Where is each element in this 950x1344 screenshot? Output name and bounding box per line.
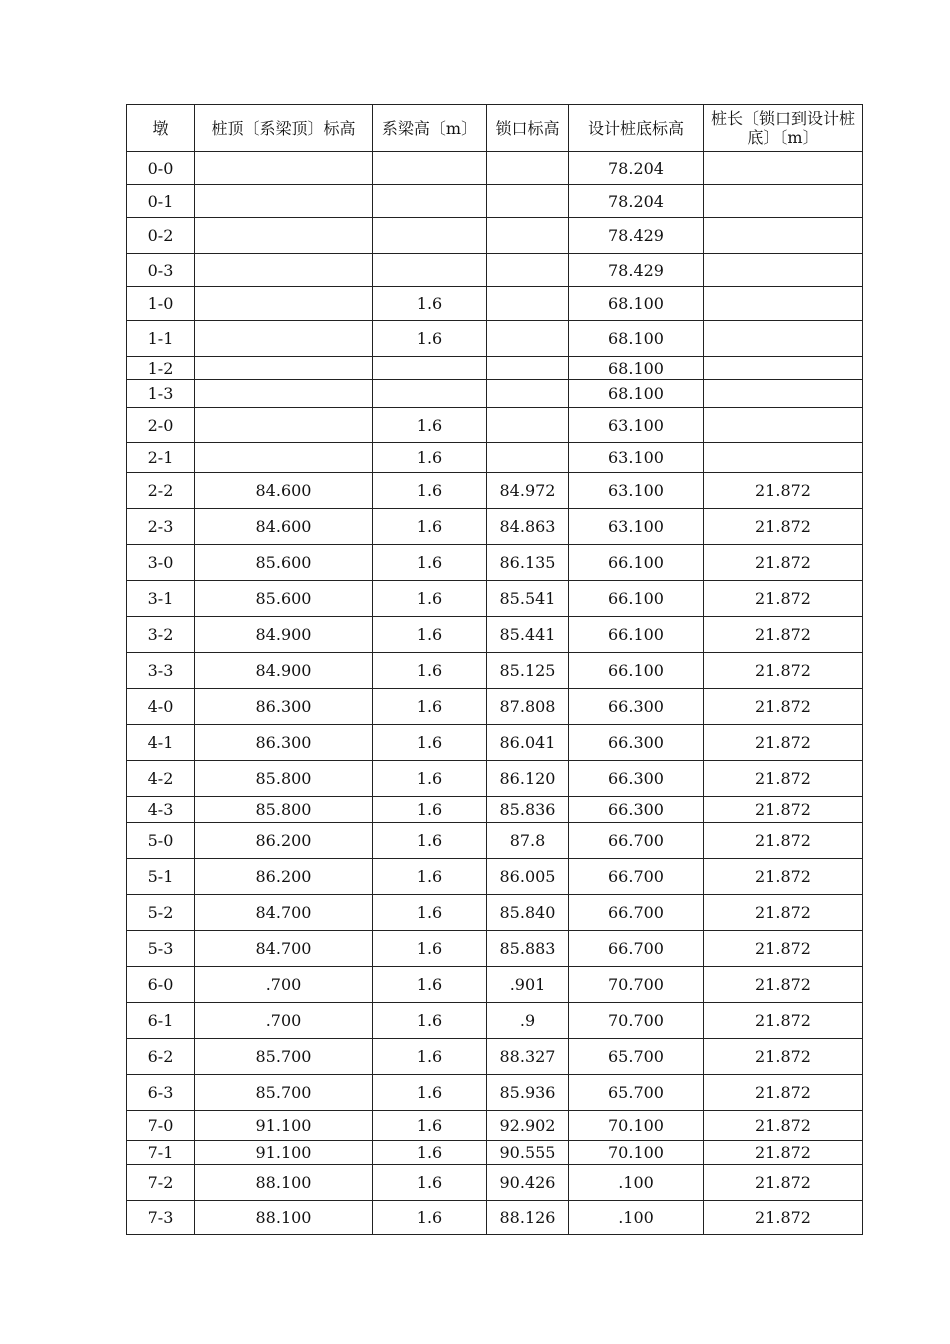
pier-cell: 1-1 — [127, 321, 195, 357]
pile-length-cell: 21.872 — [704, 931, 863, 967]
table-row — [127, 473, 863, 509]
header-tie-beam-height: 系梁高〔m〕 — [373, 105, 487, 152]
lock-elevation-cell — [487, 321, 569, 357]
pile-length-cell: 21.872 — [704, 761, 863, 797]
design-bottom-cell: 66.100 — [569, 581, 704, 617]
table-row — [127, 152, 863, 185]
pile-length-cell: 21.872 — [704, 581, 863, 617]
tie-beam-height-cell: 1.6 — [373, 1165, 487, 1201]
pile-top-cell — [195, 185, 373, 218]
pier-cell: 0-2 — [127, 218, 195, 254]
tie-beam-height-cell: 1.6 — [373, 653, 487, 689]
pile-top-cell: 84.700 — [195, 895, 373, 931]
design-bottom-cell: 68.100 — [569, 357, 704, 380]
header-pier: 墩 — [127, 105, 195, 152]
pile-length-cell: 21.872 — [704, 967, 863, 1003]
tie-beam-height-cell: 1.6 — [373, 823, 487, 859]
lock-elevation-cell: .9 — [487, 1003, 569, 1039]
header-design-bottom-elevation: 设计桩底标高 — [569, 105, 704, 152]
pier-cell: 6-2 — [127, 1039, 195, 1075]
pile-top-cell: 84.700 — [195, 931, 373, 967]
pier-cell: 4-3 — [127, 797, 195, 823]
design-bottom-cell: .100 — [569, 1165, 704, 1201]
design-bottom-cell: 68.100 — [569, 380, 704, 408]
pier-cell: 1-2 — [127, 357, 195, 380]
pier-cell: 3-1 — [127, 581, 195, 617]
design-bottom-cell: 66.100 — [569, 617, 704, 653]
pile-top-cell: 85.700 — [195, 1039, 373, 1075]
pile-top-cell: 85.800 — [195, 761, 373, 797]
design-bottom-cell: 66.300 — [569, 689, 704, 725]
design-bottom-cell: 68.100 — [569, 287, 704, 321]
pile-top-cell: 84.600 — [195, 509, 373, 545]
pier-cell: 2-1 — [127, 443, 195, 473]
pile-top-cell: 86.300 — [195, 725, 373, 761]
pier-cell: 4-1 — [127, 725, 195, 761]
design-bottom-cell: 78.429 — [569, 254, 704, 287]
pile-length-cell: 21.872 — [704, 1003, 863, 1039]
design-bottom-cell: 65.700 — [569, 1039, 704, 1075]
design-bottom-cell: 66.700 — [569, 859, 704, 895]
table-row — [127, 1201, 863, 1235]
pile-top-cell — [195, 218, 373, 254]
lock-elevation-cell: .901 — [487, 967, 569, 1003]
lock-elevation-cell: 84.972 — [487, 473, 569, 509]
pile-length-cell: 21.872 — [704, 473, 863, 509]
tie-beam-height-cell: 1.6 — [373, 859, 487, 895]
pile-length-cell: 21.872 — [704, 797, 863, 823]
pile-top-cell — [195, 287, 373, 321]
pile-length-cell: 21.872 — [704, 895, 863, 931]
lock-elevation-cell: 85.936 — [487, 1075, 569, 1111]
tie-beam-height-cell — [373, 254, 487, 287]
tie-beam-height-cell: 1.6 — [373, 287, 487, 321]
table-row — [127, 545, 863, 581]
table-row — [127, 967, 863, 1003]
lock-elevation-cell: 86.041 — [487, 725, 569, 761]
table-row — [127, 617, 863, 653]
pile-length-cell — [704, 218, 863, 254]
pile-top-cell — [195, 380, 373, 408]
tie-beam-height-cell: 1.6 — [373, 545, 487, 581]
pile-length-cell: 21.872 — [704, 823, 863, 859]
tie-beam-height-cell — [373, 357, 487, 380]
pile-length-cell: 21.872 — [704, 1165, 863, 1201]
pile-top-cell: .700 — [195, 1003, 373, 1039]
tie-beam-height-cell — [373, 152, 487, 185]
tie-beam-height-cell: 1.6 — [373, 967, 487, 1003]
design-bottom-cell: 78.429 — [569, 218, 704, 254]
pier-cell: 1-0 — [127, 287, 195, 321]
lock-elevation-cell — [487, 254, 569, 287]
lock-elevation-cell — [487, 380, 569, 408]
tie-beam-height-cell: 1.6 — [373, 689, 487, 725]
table-row — [127, 509, 863, 545]
tie-beam-height-cell: 1.6 — [373, 1201, 487, 1235]
pile-top-cell: 88.100 — [195, 1165, 373, 1201]
table-row — [127, 859, 863, 895]
tie-beam-height-cell — [373, 380, 487, 408]
design-bottom-cell: 63.100 — [569, 408, 704, 443]
pier-cell: 7-3 — [127, 1201, 195, 1235]
table-row — [127, 1141, 863, 1165]
lock-elevation-cell: 88.126 — [487, 1201, 569, 1235]
lock-elevation-cell — [487, 408, 569, 443]
design-bottom-cell: 66.700 — [569, 895, 704, 931]
design-bottom-cell: 70.100 — [569, 1111, 704, 1141]
table-row — [127, 287, 863, 321]
table-row — [127, 931, 863, 967]
tie-beam-height-cell: 1.6 — [373, 321, 487, 357]
pile-length-cell: 21.872 — [704, 689, 863, 725]
pile-top-cell: 91.100 — [195, 1141, 373, 1165]
pile-length-cell — [704, 185, 863, 218]
pile-top-cell: 88.100 — [195, 1201, 373, 1235]
table-row — [127, 1111, 863, 1141]
pile-top-cell — [195, 357, 373, 380]
tie-beam-height-cell: 1.6 — [373, 1075, 487, 1111]
tie-beam-height-cell: 1.6 — [373, 443, 487, 473]
design-bottom-cell: 65.700 — [569, 1075, 704, 1111]
tie-beam-height-cell — [373, 218, 487, 254]
table-row — [127, 581, 863, 617]
pile-top-cell: 85.600 — [195, 545, 373, 581]
pile-top-cell: 86.200 — [195, 859, 373, 895]
pile-length-cell: 21.872 — [704, 545, 863, 581]
pier-cell: 4-0 — [127, 689, 195, 725]
design-bottom-cell: 70.700 — [569, 967, 704, 1003]
pile-length-cell: 21.872 — [704, 859, 863, 895]
tie-beam-height-cell: 1.6 — [373, 617, 487, 653]
pier-cell: 0-3 — [127, 254, 195, 287]
pile-length-cell — [704, 254, 863, 287]
pile-length-cell — [704, 380, 863, 408]
pier-cell: 3-0 — [127, 545, 195, 581]
design-bottom-cell: 63.100 — [569, 443, 704, 473]
pile-length-cell — [704, 152, 863, 185]
pile-top-cell: 84.900 — [195, 617, 373, 653]
design-bottom-cell: 70.100 — [569, 1141, 704, 1165]
pier-cell: 4-2 — [127, 761, 195, 797]
pier-cell: 7-2 — [127, 1165, 195, 1201]
pier-cell: 0-1 — [127, 185, 195, 218]
lock-elevation-cell: 92.902 — [487, 1111, 569, 1141]
table-row — [127, 1165, 863, 1201]
table-row — [127, 653, 863, 689]
design-bottom-cell: 66.700 — [569, 931, 704, 967]
tie-beam-height-cell: 1.6 — [373, 509, 487, 545]
table-row — [127, 443, 863, 473]
lock-elevation-cell — [487, 185, 569, 218]
pile-length-cell — [704, 287, 863, 321]
lock-elevation-cell — [487, 287, 569, 321]
lock-elevation-cell: 85.840 — [487, 895, 569, 931]
pier-cell: 6-3 — [127, 1075, 195, 1111]
table-row — [127, 761, 863, 797]
pile-length-cell: 21.872 — [704, 725, 863, 761]
pier-cell: 5-2 — [127, 895, 195, 931]
pile-top-cell: 84.600 — [195, 473, 373, 509]
pile-length-cell: 21.872 — [704, 653, 863, 689]
table-row — [127, 254, 863, 287]
header-pile-length: 桩长〔锁口到设计桩底〕〔m〕 — [704, 105, 863, 152]
tie-beam-height-cell: 1.6 — [373, 1039, 487, 1075]
design-bottom-cell: 66.300 — [569, 797, 704, 823]
table-row — [127, 321, 863, 357]
pile-length-cell: 21.872 — [704, 1075, 863, 1111]
pile-length-cell: 21.872 — [704, 617, 863, 653]
pile-top-cell: 85.700 — [195, 1075, 373, 1111]
tie-beam-height-cell: 1.6 — [373, 1111, 487, 1141]
lock-elevation-cell: 86.120 — [487, 761, 569, 797]
pile-top-cell: 85.600 — [195, 581, 373, 617]
pile-top-cell — [195, 443, 373, 473]
design-bottom-cell: 68.100 — [569, 321, 704, 357]
pile-top-cell — [195, 408, 373, 443]
design-bottom-cell: 78.204 — [569, 152, 704, 185]
tie-beam-height-cell: 1.6 — [373, 761, 487, 797]
tie-beam-height-cell: 1.6 — [373, 581, 487, 617]
design-bottom-cell: .100 — [569, 1201, 704, 1235]
table-row — [127, 823, 863, 859]
lock-elevation-cell: 88.327 — [487, 1039, 569, 1075]
pile-top-cell: 84.900 — [195, 653, 373, 689]
pile-top-cell: .700 — [195, 967, 373, 1003]
design-bottom-cell: 66.300 — [569, 761, 704, 797]
pier-cell: 1-3 — [127, 380, 195, 408]
lock-elevation-cell — [487, 218, 569, 254]
design-bottom-cell: 63.100 — [569, 509, 704, 545]
design-bottom-cell: 70.700 — [569, 1003, 704, 1039]
lock-elevation-cell: 84.863 — [487, 509, 569, 545]
pile-length-cell: 21.872 — [704, 1201, 863, 1235]
pier-cell: 2-2 — [127, 473, 195, 509]
design-bottom-cell: 78.204 — [569, 185, 704, 218]
pile-length-cell — [704, 443, 863, 473]
pile-length-cell — [704, 408, 863, 443]
lock-elevation-cell: 85.883 — [487, 931, 569, 967]
pier-cell: 7-1 — [127, 1141, 195, 1165]
header-row — [127, 105, 863, 152]
table-row — [127, 357, 863, 380]
pier-cell: 7-0 — [127, 1111, 195, 1141]
tie-beam-height-cell: 1.6 — [373, 895, 487, 931]
lock-elevation-cell — [487, 152, 569, 185]
lock-elevation-cell: 90.426 — [487, 1165, 569, 1201]
pier-cell: 0-0 — [127, 152, 195, 185]
pile-length-cell: 21.872 — [704, 509, 863, 545]
lock-elevation-cell: 85.125 — [487, 653, 569, 689]
design-bottom-cell: 63.100 — [569, 473, 704, 509]
pier-cell: 6-1 — [127, 1003, 195, 1039]
pier-cell: 6-0 — [127, 967, 195, 1003]
tie-beam-height-cell: 1.6 — [373, 408, 487, 443]
design-bottom-cell: 66.300 — [569, 725, 704, 761]
pier-cell: 2-0 — [127, 408, 195, 443]
pile-top-cell — [195, 321, 373, 357]
pier-cell: 5-0 — [127, 823, 195, 859]
lock-elevation-cell: 86.005 — [487, 859, 569, 895]
header-pile-top-elevation: 桩顶〔系梁顶〕标高 — [195, 105, 373, 152]
table-row — [127, 380, 863, 408]
pile-length-cell: 21.872 — [704, 1039, 863, 1075]
pile-top-cell: 85.800 — [195, 797, 373, 823]
table-row — [127, 725, 863, 761]
pile-length-cell: 21.872 — [704, 1141, 863, 1165]
pile-top-cell: 86.300 — [195, 689, 373, 725]
pier-cell: 5-3 — [127, 931, 195, 967]
header-lock-elevation: 锁口标高 — [487, 105, 569, 152]
pier-cell: 5-1 — [127, 859, 195, 895]
lock-elevation-cell: 87.8 — [487, 823, 569, 859]
tie-beam-height-cell: 1.6 — [373, 1141, 487, 1165]
pile-length-cell — [704, 357, 863, 380]
table-row — [127, 689, 863, 725]
pile-length-cell: 21.872 — [704, 1111, 863, 1141]
table-row — [127, 895, 863, 931]
lock-elevation-cell: 87.808 — [487, 689, 569, 725]
lock-elevation-cell: 86.135 — [487, 545, 569, 581]
tie-beam-height-cell — [373, 185, 487, 218]
tie-beam-height-cell: 1.6 — [373, 473, 487, 509]
pile-top-cell: 91.100 — [195, 1111, 373, 1141]
pile-elevation-table — [126, 104, 863, 1235]
table-row — [127, 1039, 863, 1075]
pier-cell: 2-3 — [127, 509, 195, 545]
table-row — [127, 408, 863, 443]
pier-cell: 3-2 — [127, 617, 195, 653]
pile-length-cell — [704, 321, 863, 357]
table-row — [127, 1003, 863, 1039]
pile-top-cell — [195, 254, 373, 287]
pile-top-cell: 86.200 — [195, 823, 373, 859]
pier-cell: 3-3 — [127, 653, 195, 689]
design-bottom-cell: 66.100 — [569, 545, 704, 581]
lock-elevation-cell — [487, 443, 569, 473]
table-row — [127, 1075, 863, 1111]
lock-elevation-cell: 90.555 — [487, 1141, 569, 1165]
lock-elevation-cell: 85.836 — [487, 797, 569, 823]
tie-beam-height-cell: 1.6 — [373, 1003, 487, 1039]
design-bottom-cell: 66.100 — [569, 653, 704, 689]
table-row — [127, 218, 863, 254]
lock-elevation-cell — [487, 357, 569, 380]
tie-beam-height-cell: 1.6 — [373, 725, 487, 761]
pile-top-cell — [195, 152, 373, 185]
lock-elevation-cell: 85.541 — [487, 581, 569, 617]
lock-elevation-cell: 85.441 — [487, 617, 569, 653]
design-bottom-cell: 66.700 — [569, 823, 704, 859]
tie-beam-height-cell: 1.6 — [373, 797, 487, 823]
table-row — [127, 797, 863, 823]
tie-beam-height-cell: 1.6 — [373, 931, 487, 967]
table-row — [127, 185, 863, 218]
table-body — [127, 152, 863, 1235]
